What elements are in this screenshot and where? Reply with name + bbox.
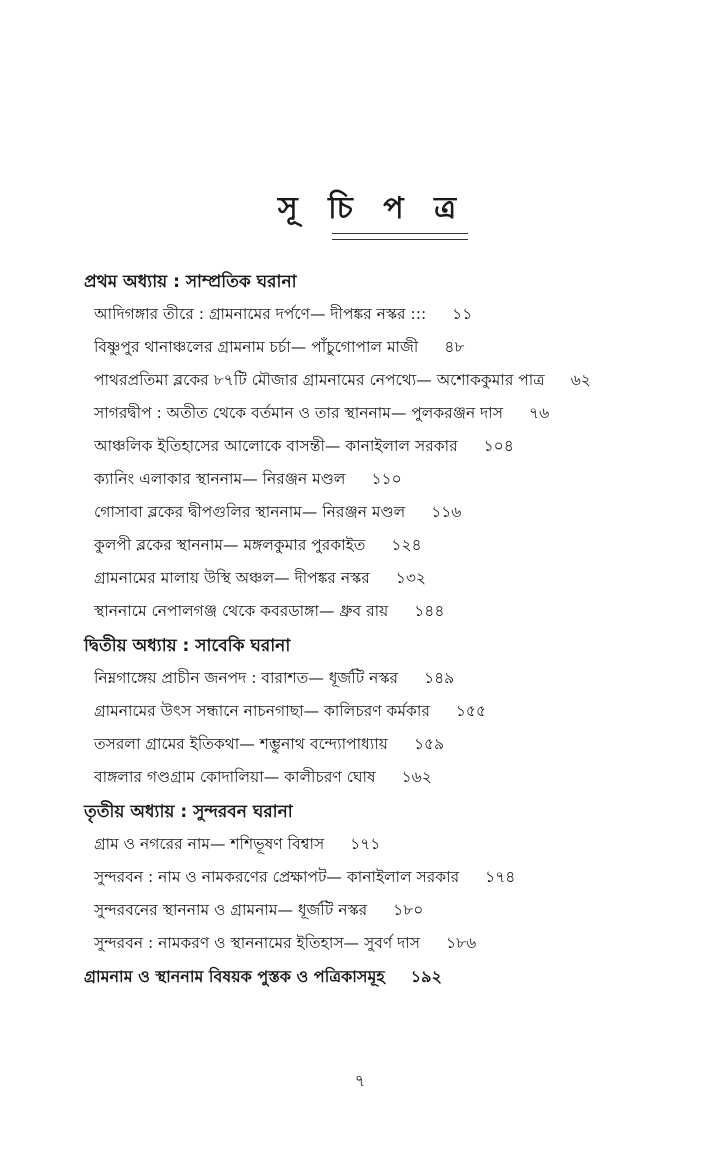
page-number: ৭ [354, 1071, 366, 1090]
toc-entry [84, 463, 704, 496]
toc-entry [84, 430, 704, 463]
title-underline-bottom [332, 239, 468, 240]
toc-entry [84, 761, 704, 794]
entry-title: তসরলা গ্রামের ইতিকথা— শম্ভুনাথ বন্দ্যোপাধ্যায় [94, 735, 388, 753]
entry-title: ক্যানিং এলাকার স্থাননাম— নিরঞ্জন মণ্ডল [94, 470, 346, 488]
entry-page-number: ১১৬ [431, 503, 462, 521]
toc-entry [84, 861, 704, 894]
entry-page-number: ১৪৯ [424, 669, 455, 687]
entry-page-number: ১৬২ [401, 768, 432, 786]
bibliography-entry [84, 960, 704, 994]
entry-title: সাগরদ্বীপ : অতীত থেকে বর্তমান ও তার স্থাননাম— পুলকরঞ্জন দাস [94, 404, 504, 422]
entry-page-number: ১৭১ [350, 835, 381, 853]
toc-entry [84, 595, 704, 628]
page-title: সূ চি প ত্র [277, 191, 467, 226]
entry-title: গোসাবা ব্লকের দ্বীপগুলির স্থাননাম— নিরঞ্জন মণ্ডল [94, 503, 406, 521]
chapter-group [84, 796, 704, 960]
toc-entry [84, 529, 704, 562]
entry-title: সুন্দরবন : নাম ও নামকরণের প্রেক্ষাপট— কানাইলাল সরকার [94, 868, 460, 886]
entry-title: নিম্নগাঙ্গেয় প্রাচীন জনপদ : বারাশত— ধূর্জটি নস্কর [94, 669, 399, 687]
entry-page-number: ১১ [452, 305, 473, 323]
title-underline-top [332, 233, 468, 234]
entry-page-number: ১২৪ [391, 536, 422, 554]
entry-page-number: ৬২ [570, 371, 591, 389]
entry-title: আদিগঙ্গার তীরে : গ্রামনামের দর্পণে— দীপঙ্কর নস্কর ::: [94, 305, 427, 323]
entry-title: সুন্দরবন : নামকরণ ও স্থাননামের ইতিহাস— সুবর্ণ দাস [94, 934, 421, 952]
entry-title: আঞ্চলিক ইতিহাসের আলোকে বাসন্তী— কানাইলাল সরকার [94, 437, 458, 455]
toc-entry [84, 828, 704, 861]
toc-entry [84, 728, 704, 761]
toc-entry [84, 562, 704, 595]
toc-entry [84, 927, 704, 960]
entry-page-number: ১৮০ [393, 901, 424, 919]
chapter-group [84, 266, 704, 628]
toc-entry [84, 496, 704, 529]
entry-title: গ্রাম ও নগরের নাম— শশিভূষণ বিশ্বাস [94, 835, 325, 853]
bibliography-title: গ্রামনাম ও স্থাননাম বিষয়ক পুস্তক ও পত্রিকাসমূহ [84, 967, 385, 986]
entry-page-number: ১৫৯ [413, 735, 445, 753]
entry-page-number: ৪৮ [444, 338, 465, 356]
entry-title: স্থাননামে নেপালগঞ্জ থেকে কবরডাঙ্গা— ধ্রুব রায় [94, 602, 389, 620]
entry-page-number: ১১০ [371, 470, 402, 488]
entry-page-number: ১৫৫ [455, 702, 487, 720]
chapter-heading: তৃতীয় অধ্যায় : সুন্দরবন ঘরানা [84, 802, 293, 822]
chapter-heading: দ্বিতীয় অধ্যায় : সাবেকি ঘরানা [84, 636, 291, 656]
table-of-contents [84, 266, 704, 994]
entry-title: গ্রামনামের মালায় উস্থি অঞ্চল— দীপঙ্কর নস্কর [94, 569, 370, 587]
entry-title: বিষ্ণুপুর থানাঞ্চলের গ্রামনাম চর্চা— পাঁচুগোপাল মাজী [94, 338, 419, 356]
toc-entry [84, 364, 704, 397]
toc-entry [84, 298, 704, 331]
entry-title: সুন্দরবনের স্থাননাম ও গ্রামনাম— ধূর্জটি নস্কর [94, 901, 368, 919]
toc-entry [84, 397, 704, 430]
chapter-heading: প্রথম অধ্যায় : সাম্প্রতিক ঘরানা [84, 272, 297, 292]
chapter-group [84, 630, 704, 794]
entry-page-number: ১৮৬ [446, 934, 477, 952]
entry-title: কুলপী ব্লকের স্থাননাম— মঙ্গলকুমার পুরকাইত [94, 536, 366, 554]
entry-page-number: ১৪৪ [414, 602, 445, 620]
entry-page-number: ৭৬ [529, 404, 550, 422]
entry-page-number: ১৭৪ [485, 868, 516, 886]
toc-entry [84, 662, 704, 695]
toc-entry [84, 695, 704, 728]
bibliography-page-number: ১৯২ [410, 967, 442, 986]
entry-title: পাথরপ্রতিমা ব্লকের ৮৭টি মৌজার গ্রামনামের নেপথ্যে— অশোককুমার পাত্র [94, 371, 545, 389]
entry-page-number: ১৩২ [395, 569, 426, 587]
entry-page-number: ১০৪ [483, 437, 514, 455]
entry-title: গ্রামনামের উৎস সন্ধানে নাচনগাছা— কালিচরণ কর্মকার [94, 702, 430, 720]
toc-entry [84, 331, 704, 364]
entry-title: বাঙ্গলার গণ্ডগ্রাম কোদালিয়া— কালীচরণ ঘোষ [94, 768, 376, 786]
toc-entry [84, 894, 704, 927]
